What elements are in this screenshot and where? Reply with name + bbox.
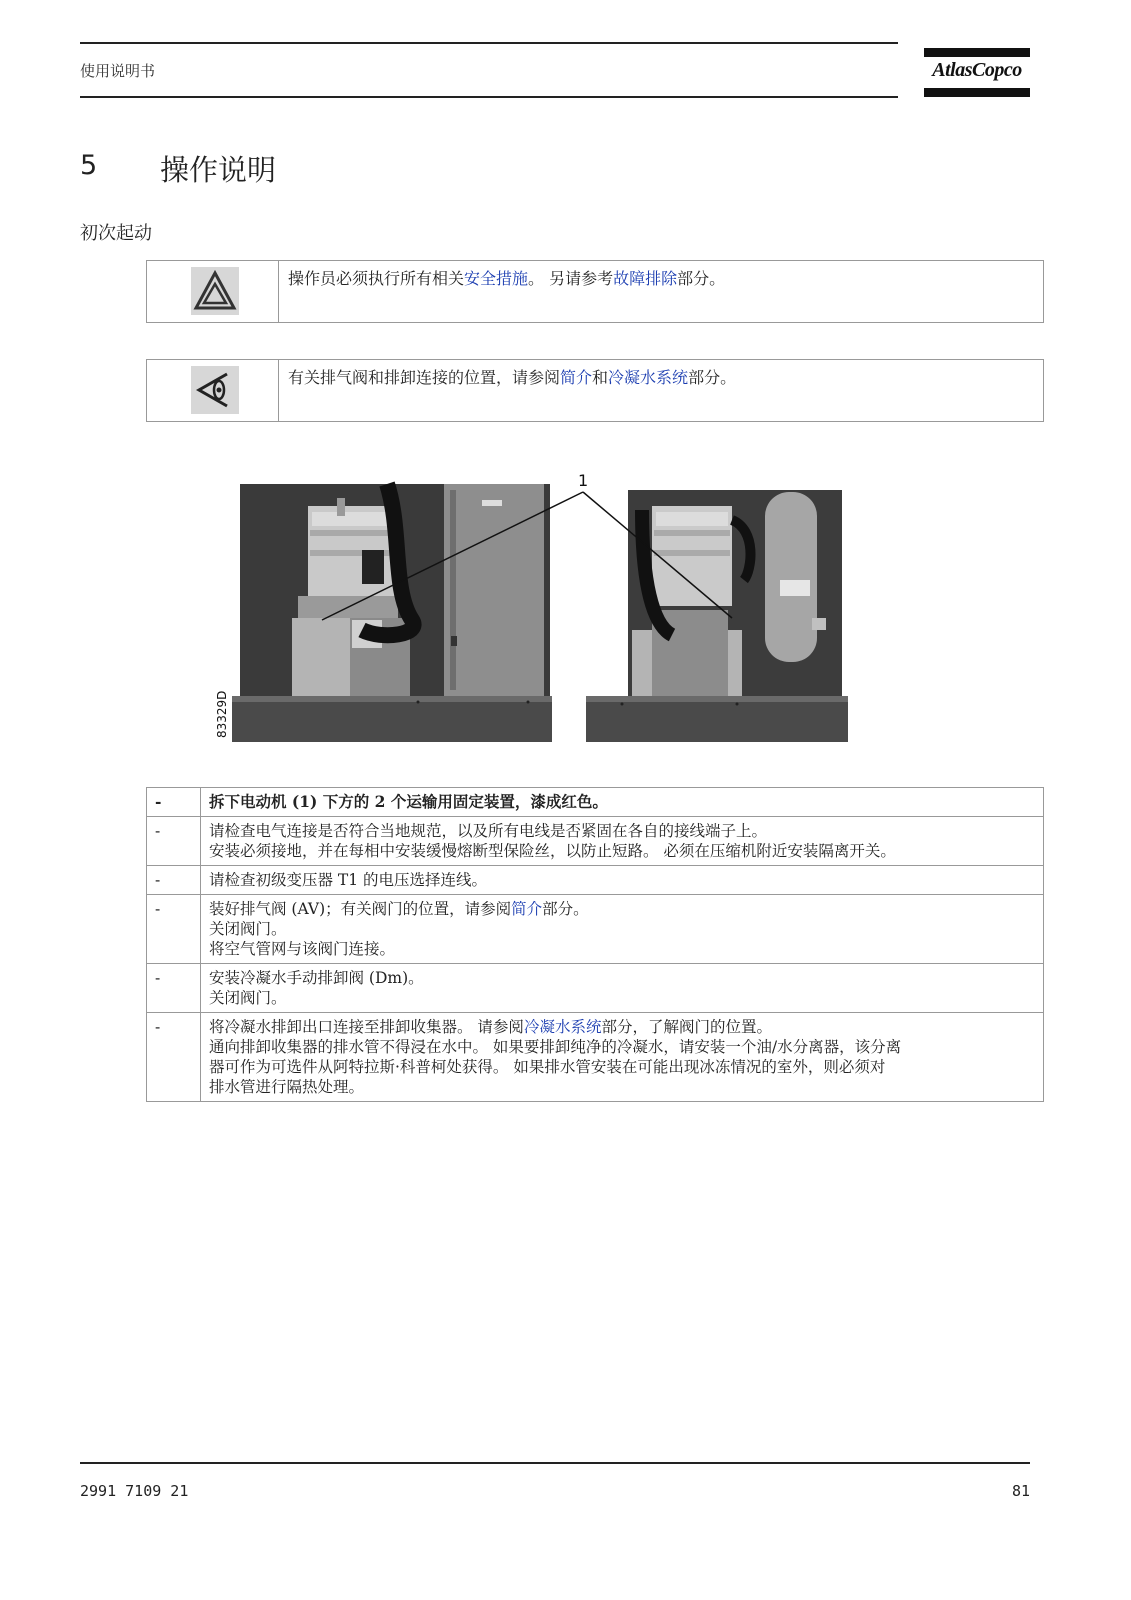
step-text [201,895,1044,964]
notice-icon-cell [147,261,279,322]
header-rule-bottom [80,96,898,98]
step-row [147,895,1044,964]
step-line [209,1077,1037,1097]
step-line [209,988,1037,1008]
step-row [147,964,1044,1013]
header-title: 使用说明书 [80,62,156,80]
logo-text: AtlasCopco [932,59,1022,81]
text-run: 。 另请参考 [528,269,614,288]
step-line [209,968,1037,988]
step-line [209,821,1037,841]
step-bullet: - [147,895,201,964]
atlas-copco-logo [924,48,1030,98]
footer-page-number: 81 [1011,1482,1030,1500]
figure-callout-1: 1 [578,471,589,490]
text-run: 安装冷凝水手动排卸阀 (Dm)。 [209,969,424,987]
step-text [201,1013,1044,1102]
header-rule-top [80,42,898,44]
text-run: 装好排气阀 (AV)；有关阀门的位置，请参阅 [209,900,512,918]
text-run: 排水管进行隔热处理。 [209,1078,365,1096]
text-run: 器可作为可选件从阿特拉斯·科普柯处获得。 如果排水管安装在可能出现冰冻情况的室外，则必须对 [209,1058,886,1076]
text-run: 操作员必须执行所有相关 [288,269,465,288]
text-run: 拆下电动机 (1) 下方的 2 个运输用固定装置，漆成红色。 [209,792,608,811]
cross-reference-link[interactable]: 简介 [511,900,543,918]
step-row [147,866,1044,895]
cross-reference-link[interactable]: 冷凝水系统 [608,368,689,387]
step-bullet: - [147,788,201,817]
step-text [201,788,1044,817]
text-run: 部分，了解阀门的位置。 [601,1018,772,1036]
notice-icon-cell [147,360,279,421]
section-title: 初次起动 [80,223,152,244]
compressor-illustration [212,470,862,752]
text-run: 请检查电气连接是否符合当地规范，以及所有电线是否紧固在各自的接线端子上。 [209,822,768,840]
compressor-figure [212,470,862,752]
step-line [209,1037,1037,1057]
startup-steps-table [146,787,1044,1102]
step-line [209,841,1037,861]
step-bullet: - [147,817,201,866]
logo-bar-bottom [924,88,1030,97]
step-text [201,964,1044,1013]
text-run: 有关排气阀和排卸连接的位置，请参阅 [288,368,561,387]
text-run: 和 [592,368,609,387]
chapter-title: 操作说明 [160,153,277,187]
text-run: 部分。 [542,900,589,918]
step-line [209,792,1037,812]
cross-reference-link[interactable]: 安全措施 [464,269,529,288]
step-line [209,919,1037,939]
text-run: 通向排卸收集器的排水管不得浸在水中。 如果要排卸纯净的冷凝水，请安装一个油/水分离器，该分离 [209,1038,902,1056]
step-text [201,817,1044,866]
step-row [147,788,1044,817]
cross-reference-link[interactable]: 故障排除 [613,269,678,288]
step-row [147,1013,1044,1102]
text-run: 安装必须接地，并在每相中安装缓慢熔断型保险丝，以防止短路。 必须在压缩机附近安装隔离开关。 [209,842,896,860]
step-bullet: - [147,964,201,1013]
reference-notice [146,359,1044,422]
eye-icon [191,366,239,414]
text-run: 将冷凝水排卸出口连接至排卸收集器。 请参阅 [209,1018,524,1036]
step-line [209,899,1037,919]
text-run: 关闭阀门。 [209,989,287,1007]
warning-triangle-icon [191,267,239,315]
footer-rule [80,1462,1030,1464]
cross-reference-link[interactable]: 简介 [560,368,593,387]
reference-notice-text [288,365,736,388]
safety-notice [146,260,1044,323]
logo-bar-top [924,48,1030,57]
text-run: 部分。 [677,269,726,288]
step-text [201,866,1044,895]
step-line [209,1017,1037,1037]
figure-code: 83329D [215,690,229,738]
step-line [209,939,1037,959]
safety-notice-text [288,266,725,289]
text-run: 请检查初级变压器 T1 的电压选择连线。 [209,871,488,889]
text-run: 部分。 [688,368,737,387]
step-row [147,817,1044,866]
cross-reference-link[interactable]: 冷凝水系统 [523,1018,602,1036]
step-bullet: - [147,866,201,895]
text-run: 关闭阀门。 [209,920,287,938]
text-run: 将空气管网与该阀门连接。 [209,940,396,958]
footer-document-number: 2991 7109 21 [80,1482,189,1500]
step-line [209,870,1037,890]
step-bullet: - [147,1013,201,1102]
step-line [209,1057,1037,1077]
chapter-number: 5 [80,150,98,181]
